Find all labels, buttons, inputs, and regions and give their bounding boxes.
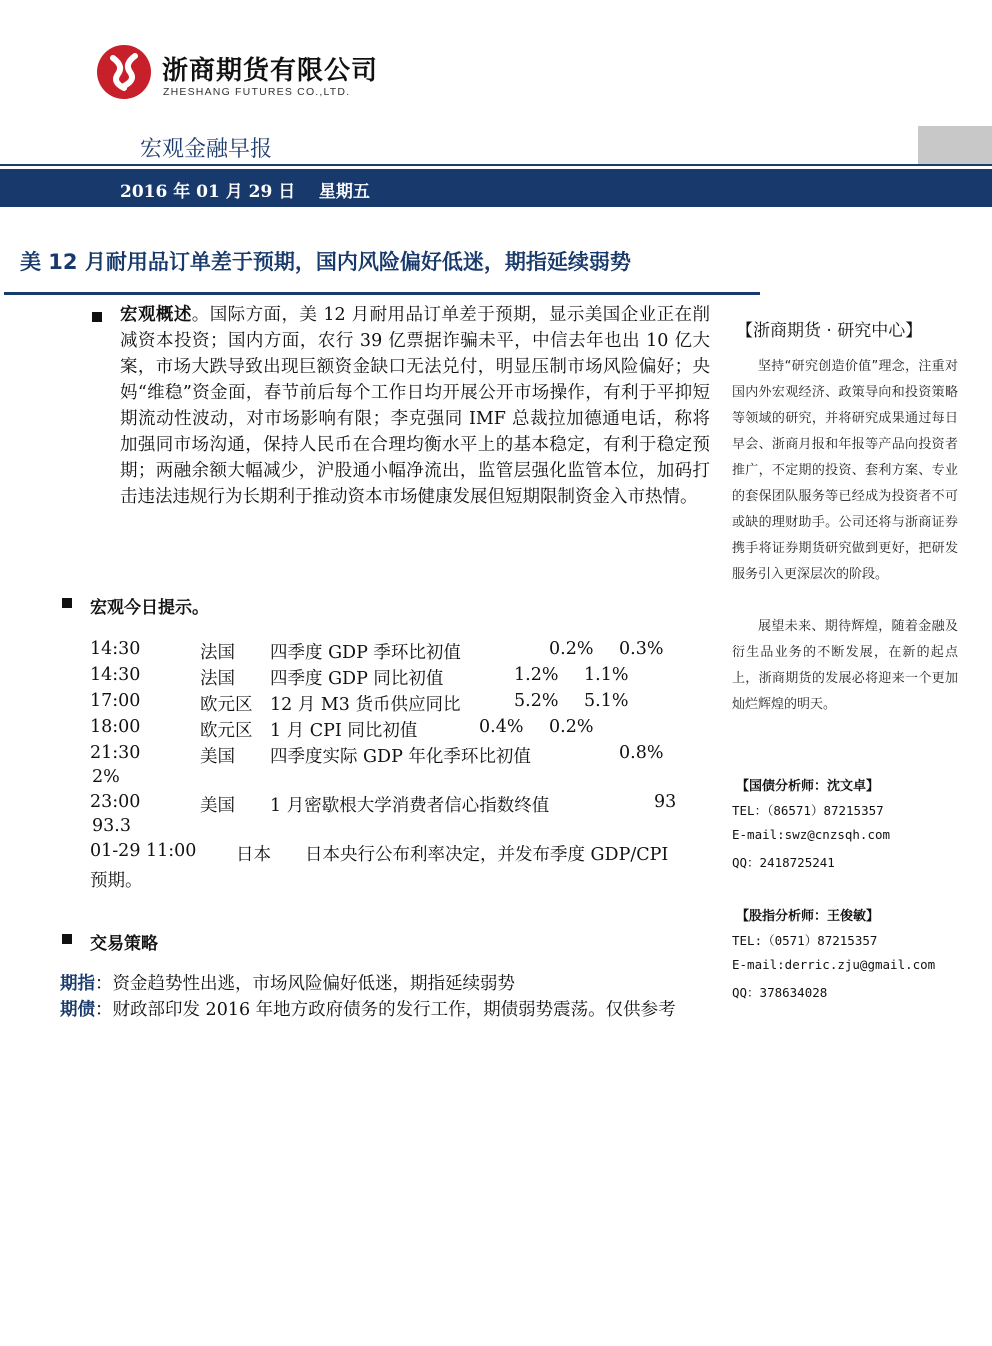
calendar-region: 美国 (200, 747, 235, 767)
analyst-qq: QQ：378634028 (732, 985, 828, 1000)
calendar-row (0, 717, 720, 741)
calendar-row (0, 792, 720, 840)
strategy-item (60, 997, 712, 1023)
calendar-region: 法国 (200, 669, 235, 689)
calendar-event: 1 月密歇根大学消费者信心指数终值 (270, 796, 550, 816)
calendar-forecast: 2% (92, 767, 120, 787)
calendar-row (0, 665, 720, 689)
calendar-forecast: 93.3 (92, 816, 131, 836)
analyst-tel: TEL:（0571）87215357 (732, 933, 878, 948)
calendar-prev: 0.8% (619, 743, 664, 763)
calendar-title: 宏观今日提示。 (90, 598, 209, 618)
header-divider (0, 164, 992, 166)
calendar-time: 14:30 (90, 665, 141, 685)
calendar-region: 法国 (200, 643, 235, 663)
bullet-icon (62, 934, 72, 944)
calendar-region: 美国 (200, 796, 235, 816)
calendar-prev: 1.2% (514, 665, 559, 685)
strategy-title: 交易策略 (90, 934, 158, 954)
calendar-region: 日本 (236, 845, 271, 865)
sidebar-outlook: 展望未来、期待辉煌，随着金融及衍生品业务的不断发展，在新的起点上，浙商期货的发展必将迎来一个更加灿烂辉煌的明天。 (732, 619, 958, 712)
strategy-body (60, 971, 712, 1023)
calendar-row (0, 691, 720, 715)
macro-overview (120, 302, 710, 510)
calendar-time: 21:30 (90, 743, 141, 763)
calendar-time: 23:00 (90, 792, 141, 812)
company-name-cn: 浙商期货有限公司 (162, 56, 379, 86)
calendar-event: 1 月 CPI 同比初值 (270, 721, 418, 741)
calendar-prev: 0.2% (549, 639, 594, 659)
overview-text: 。国际方面，美 12 月耐用品订单差于预期，显示美国企业正在削减资本投资；国内方面，农行 39 亿票据诈骗未平，中信去年也出 10 亿大案，市场大跌导致出现巨额资金缺口无法兑付，明显压制市场风险偏好；央妈“维稳”资金面，春节前后每个工作日均开展公开市场操作，有利于平抑短期流动性波动，对市场影响有限；李克强同 IMF 总裁拉加德通电话，称将加强同市场沟通，保持人民币在合理均衡水平上的基本稳定，有利于稳定预期；两融余额大幅减少，沪股通小幅净流出，监管层强化监管本位，加码打击违法违规行为长期利于推动资本市场健康发展但短期限制资金入市热情。 (120, 305, 710, 507)
strategy-label: 期债 (60, 1000, 95, 1020)
analyst-email[interactable]: E-mail:derric.zju@gmail.com (732, 957, 936, 972)
calendar-row (0, 743, 720, 791)
analyst-email[interactable]: E-mail:swz@cnzsqh.com (732, 827, 891, 842)
sidebar-intro: 坚持“研究创造价值”理念，注重对国内外宏观经济、政策导向和投资策略等领域的研究，并将研究成果通过每日早会、浙商月报和年报等产品向投资者推广，不定期的投资、套利方案、专业的套保团队服务等已经成为投资者不可或缺的理财助手。公司还将与浙商证券携手将证券期货研究做到更好，把研发服务引入更深层次的阶段。 (732, 359, 958, 582)
headline-divider (4, 292, 760, 295)
calendar-row (0, 841, 720, 889)
analyst-title: 【股指分析师：王俊敏】 (736, 909, 880, 924)
calendar-forecast: 1.1% (584, 665, 629, 685)
calendar-forecast: 0.2% (549, 717, 594, 737)
calendar-time: 01-29 11:00 (90, 841, 197, 861)
header-decoration (918, 126, 992, 164)
company-name-en: ZHESHANG FUTURES CO.,LTD. (163, 86, 351, 98)
headline: 美 12 月耐用品订单差于预期，国内风险偏好低迷，期指延续弱势 (20, 250, 631, 274)
calendar-event: 日本央行公布利率决定，并发布季度 GDP/CPI (305, 845, 669, 865)
calendar-time: 14:30 (90, 639, 141, 659)
sidebar-heading: 【浙商期货 · 研究中心】 (736, 321, 923, 341)
calendar-row (0, 639, 720, 663)
strategy-item (60, 971, 712, 997)
calendar-prev: 0.4% (479, 717, 524, 737)
calendar-tail: 预期。 (90, 871, 143, 891)
bullet-icon (92, 312, 102, 322)
report-date: 2016 年 01 月 29 日 星期五 (120, 182, 370, 202)
calendar-forecast: 5.1% (584, 691, 629, 711)
report-type: 宏观金融早报 (140, 137, 273, 162)
calendar-time: 18:00 (90, 717, 141, 737)
calendar-event: 四季度实际 GDP 年化季环比初值 (270, 747, 531, 767)
calendar-region: 欧元区 (200, 721, 253, 741)
analyst-tel: TEL：（86571）87215357 (732, 803, 884, 818)
calendar-prev: 93 (654, 792, 677, 812)
overview-label: 宏观概述 (120, 305, 192, 325)
calendar-event: 四季度 GDP 同比初值 (270, 669, 444, 689)
calendar-event: 12 月 M3 货币供应同比 (270, 695, 461, 715)
calendar-forecast: 0.3% (619, 639, 664, 659)
calendar-prev: 5.2% (514, 691, 559, 711)
analyst-qq: QQ：2418725241 (732, 855, 835, 870)
bullet-icon (62, 598, 72, 608)
calendar-time: 17:00 (90, 691, 141, 711)
calendar-event: 四季度 GDP 季环比初值 (270, 643, 461, 663)
strategy-text: ：财政部印发 2016 年地方政府债务的发行工作，期债弱势震荡。仅供参考 (95, 1000, 676, 1020)
calendar-region: 欧元区 (200, 695, 253, 715)
analyst-title: 【国债分析师：沈文卓】 (736, 779, 880, 794)
company-logo (96, 44, 152, 100)
strategy-label: 期指 (60, 974, 95, 994)
strategy-text: ：资金趋势性出逃，市场风险偏好低迷，期指延续弱势 (95, 974, 515, 994)
